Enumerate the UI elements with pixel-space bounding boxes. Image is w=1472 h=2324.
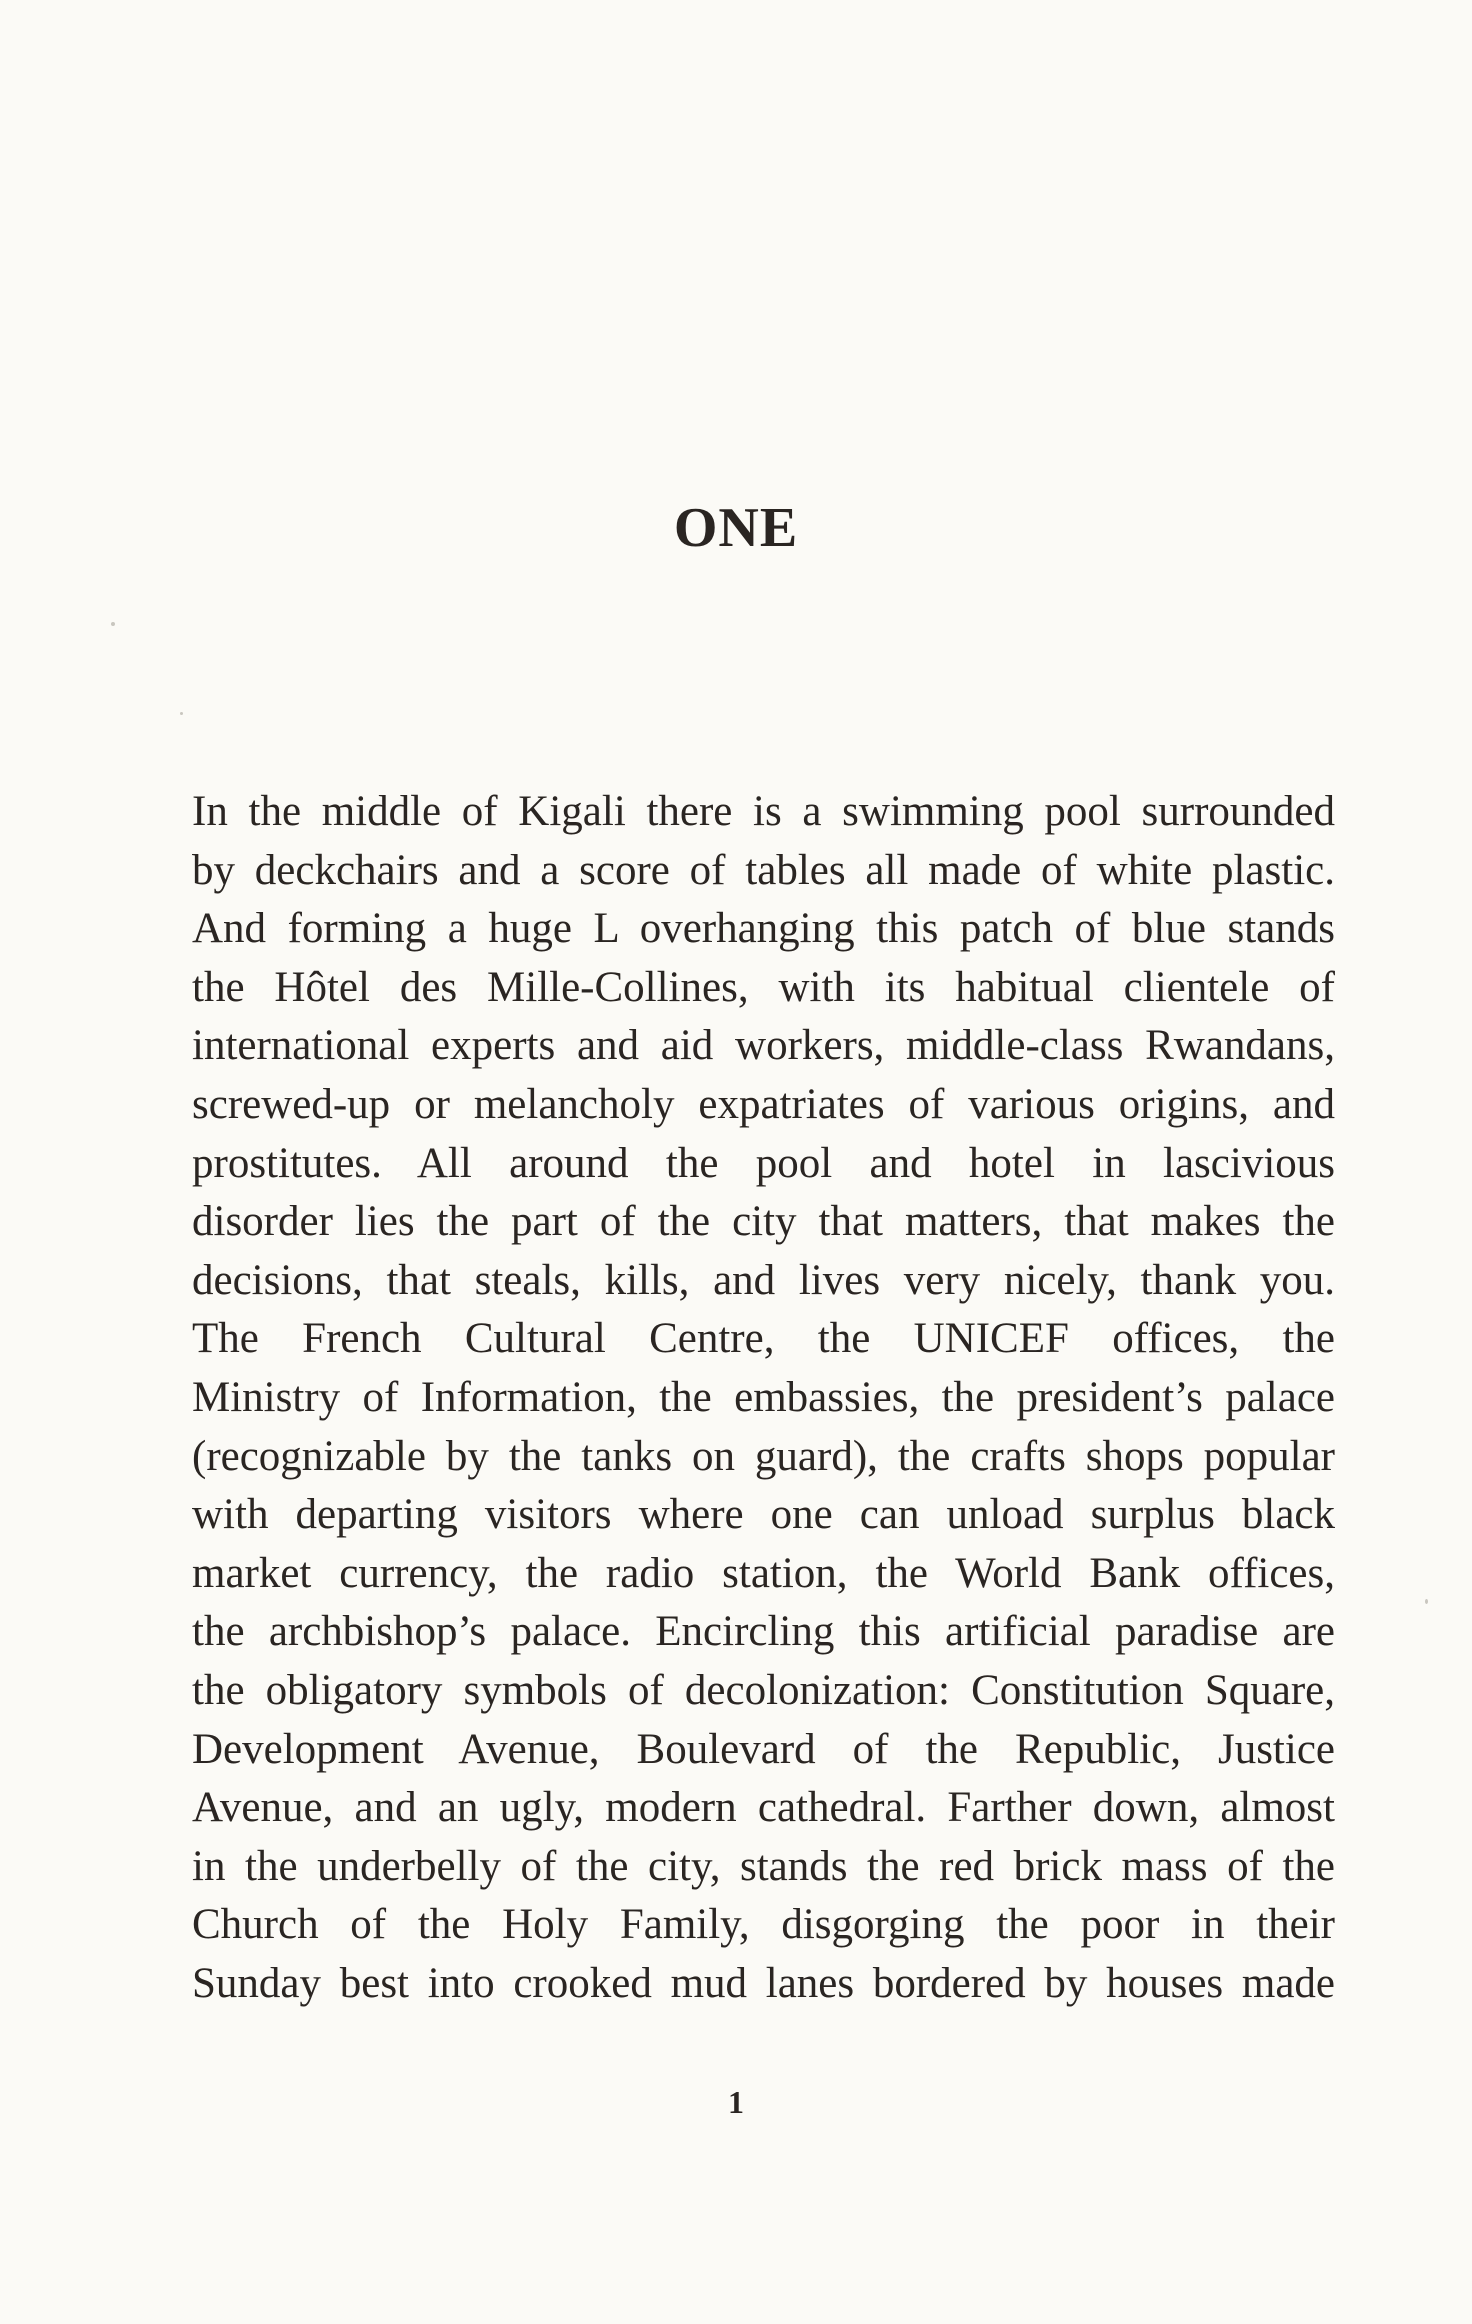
text-line: (recognizable by the tanks on guard), the crafts shops popular — [192, 1432, 1335, 1480]
paper-speck — [1425, 1599, 1428, 1604]
text-line: The French Cultural Centre, the UNICEF offices, the — [192, 1315, 1335, 1363]
text-line: the Hôtel des Mille-Collines, with its habitual clientele of — [192, 963, 1335, 1011]
chapter-title: ONE — [673, 497, 799, 559]
text-line: Development Avenue, Boulevard of the Republic, Justice — [192, 1725, 1335, 1773]
page-number: 1 — [728, 2084, 744, 2120]
text-line: market currency, the radio station, the World Bank offices, — [192, 1549, 1335, 1597]
text-line: Sunday best into crooked mud lanes bordered by houses made — [192, 1959, 1335, 2007]
text-line: international experts and aid workers, middle-class Rwandans, — [192, 1022, 1335, 1070]
text-line: decisions, that steals, kills, and lives very nicely, thank you. — [192, 1256, 1335, 1304]
text-line: with departing visitors where one can unload surplus black — [192, 1491, 1335, 1539]
paper-speck — [180, 712, 183, 715]
text-line: Ministry of Information, the embassies, the president’s palace — [192, 1373, 1335, 1421]
text-line: disorder lies the part of the city that matters, that makes the — [192, 1198, 1335, 1246]
text-line: In the middle of Kigali there is a swimming pool surrounded — [192, 788, 1335, 835]
text-line: prostitutes. All around the pool and hotel in lascivious — [192, 1139, 1335, 1187]
text-line: And forming a huge L overhanging this patch of blue stands — [192, 905, 1335, 953]
text-line: in the underbelly of the city, stands the red brick mass of the — [192, 1842, 1335, 1890]
text-line: Avenue, and an ugly, modern cathedral. Farther down, almost — [192, 1784, 1335, 1832]
paper-speck — [111, 622, 115, 626]
text-line: the obligatory symbols of decolonization: Constitution Square, — [192, 1666, 1335, 1714]
text-line: by deckchairs and a score of tables all made of white plastic. — [192, 846, 1335, 894]
text-line: screwed-up or melancholy expatriates of various origins, and — [192, 1080, 1335, 1128]
text-line: the archbishop’s palace. Encircling this artificial paradise are — [192, 1608, 1335, 1656]
text-line: Church of the Holy Family, disgorging the poor in their — [192, 1901, 1335, 1949]
body-paragraph — [192, 783, 1335, 2013]
